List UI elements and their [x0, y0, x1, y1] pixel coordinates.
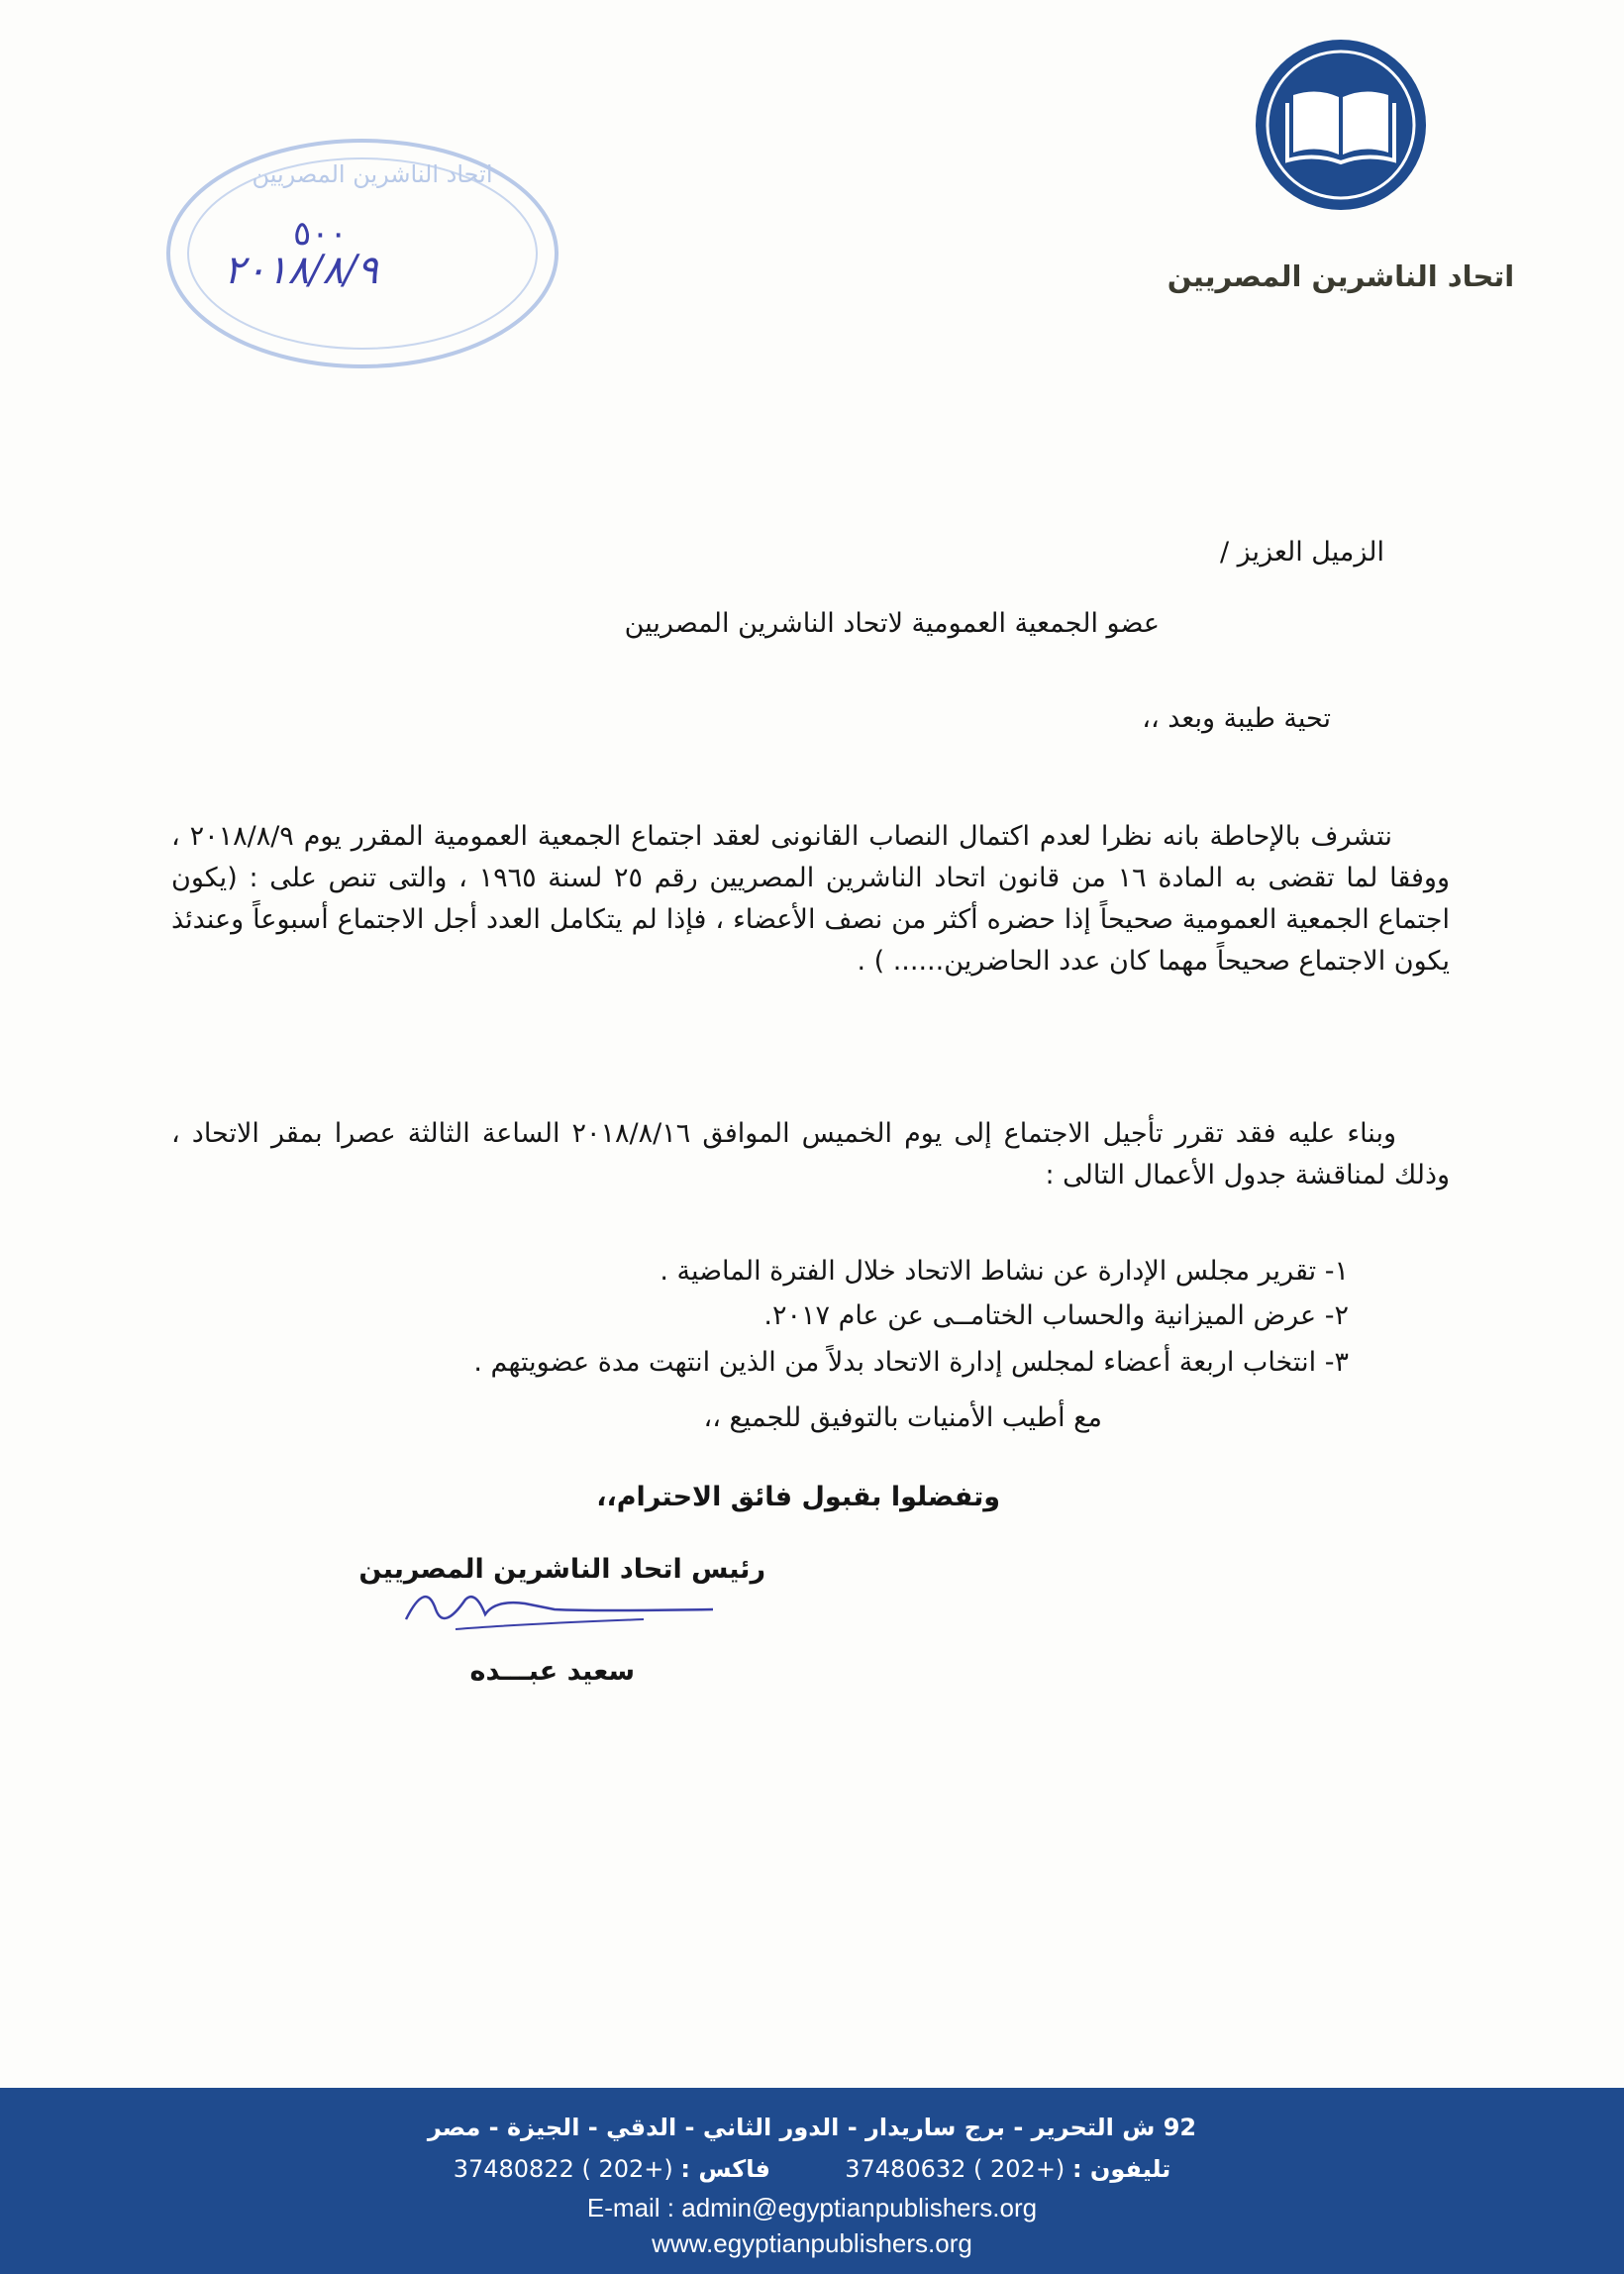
wishes: مع أطيب الأمنيات بالتوفيق للجميع ،،	[703, 1402, 1102, 1433]
fax-number: 37480822 ( 202+)	[453, 2155, 673, 2183]
signature	[396, 1570, 733, 1649]
agenda-item: ٢- عرض الميزانية والحساب الختامــى عن عام ٢٠١٧.	[763, 1300, 1349, 1331]
footer	[0, 2088, 1624, 2274]
paragraph-1-text: نتشرف بالإحاطة بانه نظرا لعدم اكتمال النصاب القانونى لعقد اجتماع الجمعية العمومية المقرر يوم ٢٠١٨/٨/٩ ، ووفقا لما تقضى به المادة ١٦ من قانون اتحاد الناشرين المصريين رقم ٢٥ لسنة ١٩٦٥ ، والتى تنص على : (يكون اجتماع الجمعية العمومية صحيحاً إذا حضره أكثر من نصف الأعضاء ، فإذا لم يتكامل العدد أجل الاجتماع أسبوعاً وعندئذ يكون الاجتماع صحيحاً مهما كان عدد الحاضرين...... ) .	[171, 821, 1450, 977]
footer-email[interactable]: E-mail : admin@egyptianpublishers.org	[586, 2193, 1038, 2222]
agenda-item: ١- تقرير مجلس الإدارة عن نشاط الاتحاد خلال الفترة الماضية .	[660, 1256, 1349, 1287]
stamp	[164, 135, 560, 372]
logo	[1254, 38, 1428, 212]
paragraph-2-text: وبناء عليه فقد تقرر تأجيل الاجتماع إلى يوم الخميس الموافق ٢٠١٨/٨/١٦ الساعة الثالثة عصرا بمقر الاتحاد ، وذلك لمناقشة جدول الأعمال التالى :	[171, 1118, 1450, 1190]
greeting: تحية طيبة وبعد ،،	[1142, 703, 1331, 734]
phone-number: 37480632 ( 202+)	[845, 2155, 1066, 2183]
stamp-number: ٥٠٠	[293, 214, 348, 254]
footer-website[interactable]: www.egyptianpublishers.org	[652, 2228, 972, 2258]
paragraph-1	[171, 816, 1450, 982]
phone-label: تليفون :	[1071, 2155, 1171, 2183]
signer-title: رئيس اتحاد الناشرين المصريين	[358, 1554, 765, 1585]
agenda-item: ٣- انتخاب اربعة أعضاء لمجلس إدارة الاتحاد بدلاً من الذين انتهت مدة عضويتهم .	[473, 1347, 1349, 1378]
salutation: الزميل العزيز /	[1219, 537, 1384, 568]
fax-label: فاكس :	[680, 2155, 770, 2183]
closing: وتفضلوا بقبول فائق الاحترام،،	[596, 1482, 1000, 1512]
paragraph-2	[171, 1113, 1450, 1196]
org-name: اتحاد الناشرين المصريين	[1167, 259, 1515, 293]
open-book-icon	[1254, 38, 1428, 212]
signer-name: سعيد عبـــده	[469, 1656, 635, 1687]
footer-contact	[0, 2155, 1624, 2183]
stamp-org-text: اتحاد الناشرين المصريين	[252, 160, 493, 188]
recipient: عضو الجمعية العمومية لاتحاد الناشرين المصريين	[624, 608, 1160, 639]
footer-address: 92 ش التحرير - برج ساريدار - الدور الثاني - الدقي - الجيزة - مصر	[427, 2114, 1197, 2141]
stamp-date: ٢٠١٨/٨/٩	[224, 248, 378, 293]
